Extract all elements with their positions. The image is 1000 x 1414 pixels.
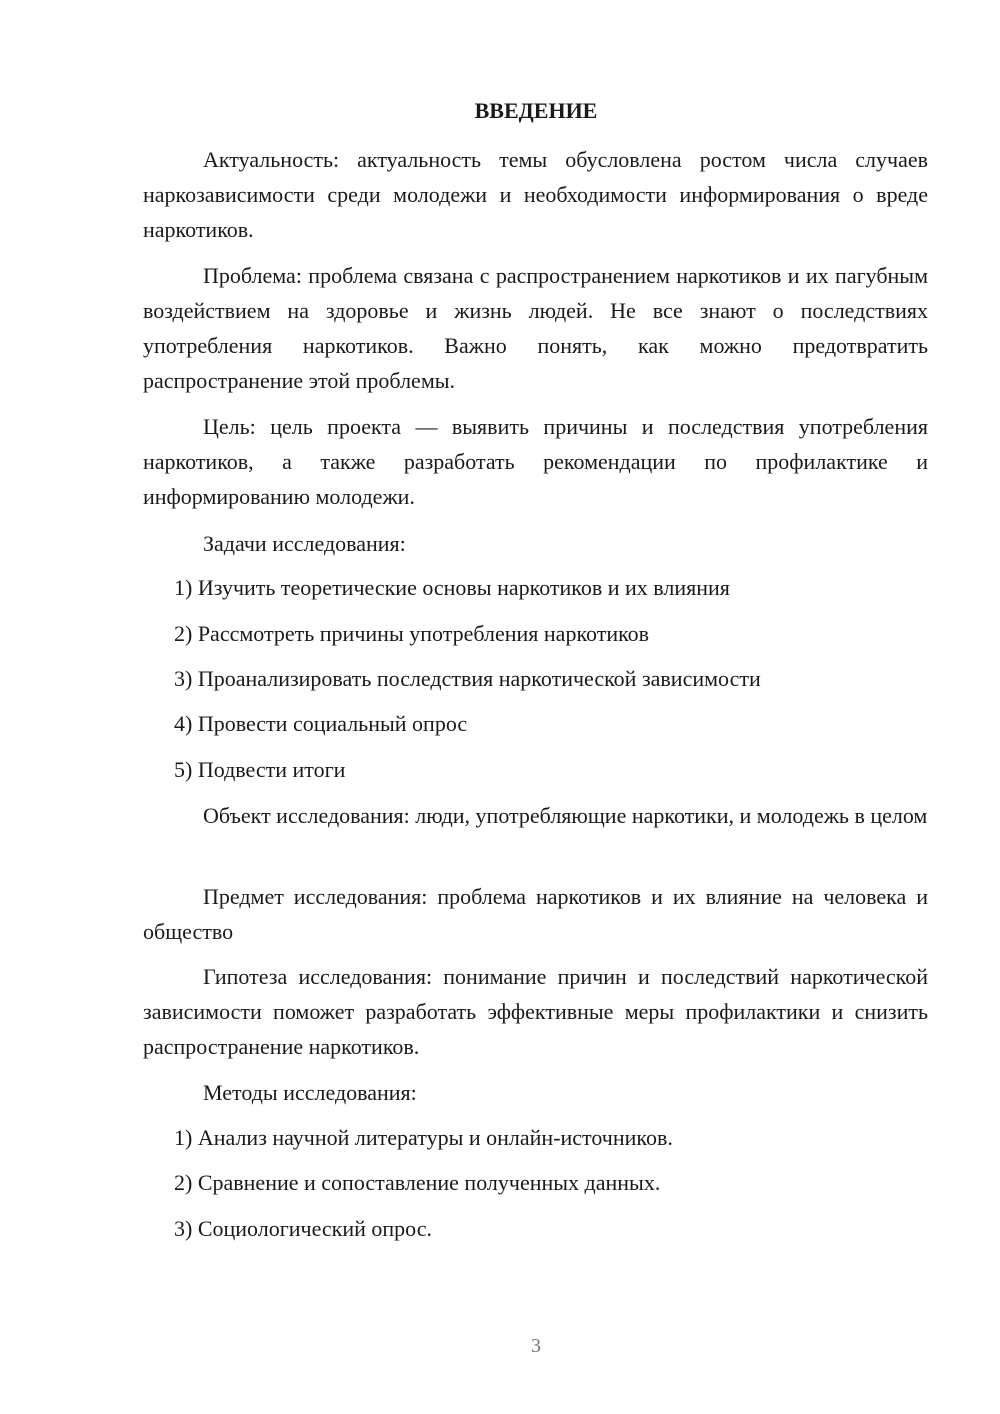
task-item: 5) Подвести итоги [174, 757, 346, 782]
document-title: ВВЕДЕНИЕ [474, 98, 598, 123]
hypothesis-paragraph: Гипотеза исследования: понимание причин и последствий наркотической зависимости поможет разработать эффективные меры профилактики и снизить распространение наркотиков. [143, 964, 928, 1059]
goal-paragraph: Цель: цель проекта — выявить причины и последствия употребления наркотиков, а также разработать рекомендации по профилактике и информированию молодежи. [143, 414, 928, 509]
subject-paragraph: Предмет исследования: проблема наркотиков и их влияние на человека и общество [143, 884, 928, 944]
methods-heading: Методы исследования: [203, 1080, 417, 1105]
method-item: 1) Анализ научной литературы и онлайн-источников. [174, 1125, 673, 1150]
tasks-heading: Задачи исследования: [203, 531, 406, 556]
task-item: 1) Изучить теоретические основы наркотиков и их влияния [174, 575, 730, 600]
object-paragraph: Объект исследования: люди, употребляющие наркотики, и молодежь в целом [203, 803, 928, 828]
method-item: 2) Сравнение и сопоставление полученных данных. [174, 1170, 661, 1195]
relevance-paragraph: Актуальность: актуальность темы обусловлена ростом числа случаев наркозависимости среди молодежи и необходимости информирования о вреде наркотиков. [143, 147, 928, 242]
page-number: 3 [531, 1335, 541, 1357]
task-item: 4) Провести социальный опрос [174, 711, 468, 736]
task-item: 2) Рассмотреть причины употребления наркотиков [174, 621, 650, 646]
problem-paragraph: Проблема: проблема связана с распространением наркотиков и их пагубным воздействием на здоровье и жизнь людей. Не все знают о последствиях употребления наркотиков. Важно понять, как можно предотвратить распространение этой проблемы. [143, 263, 928, 393]
task-item: 3) Проанализировать последствия наркотической зависимости [174, 666, 761, 691]
method-item: 3) Социологический опрос. [174, 1216, 432, 1241]
